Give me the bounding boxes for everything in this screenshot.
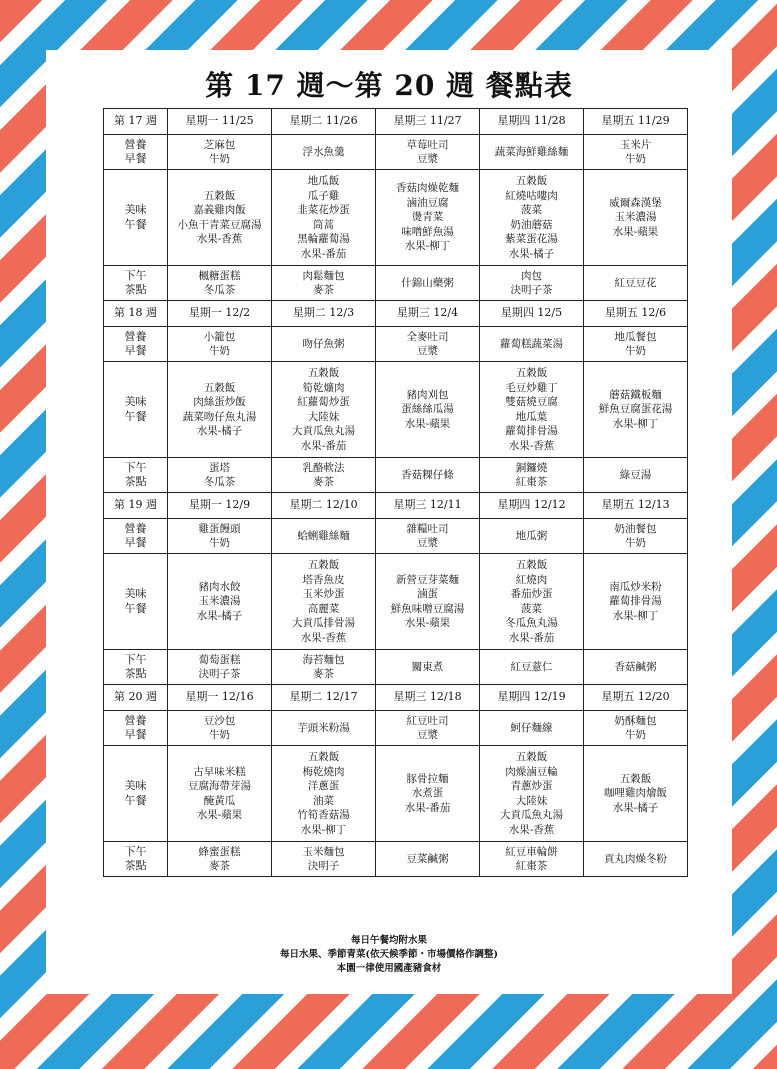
menu-item: 玉米炒蛋 xyxy=(302,588,345,600)
menu-item: 紅燒肉 xyxy=(515,573,548,586)
week-1-day-4: 星期四 11/28 xyxy=(480,109,584,135)
week-3-day-5: 星期五 12/13 xyxy=(584,493,688,519)
menu-item: 地瓜葉 xyxy=(515,410,548,423)
week-2-breakfast-day-4 xyxy=(480,327,584,362)
week-2-snack-day-3 xyxy=(376,458,480,493)
week-3-day-4: 星期四 12/12 xyxy=(480,493,584,519)
week-2-lunch-day-4 xyxy=(480,362,584,458)
menu-item: 青蔥炒蛋 xyxy=(510,780,553,792)
week-2-breakfast-row xyxy=(104,327,688,362)
week-3-breakfast-day-2 xyxy=(272,519,376,554)
week-4-breakfast-day-4 xyxy=(480,711,584,746)
menu-item: 玉米濃湯 xyxy=(198,595,241,608)
menu-item: 大貢瓜魚丸湯 xyxy=(500,809,563,821)
menu-item: 紅棗茶 xyxy=(515,860,548,872)
menu-item: 水果-柳丁 xyxy=(404,240,451,253)
menu-item: 奶酥麵包 xyxy=(614,714,657,727)
menu-item: 紫菜蛋花湯 xyxy=(505,233,558,245)
week-4-breakfast-day-3 xyxy=(376,711,480,746)
page-title: 第 17 週～第 20 週 餐點表 xyxy=(205,69,573,102)
week-1-lunch-day-3 xyxy=(376,170,480,266)
menu-item: 菠菜 xyxy=(521,602,542,615)
footer-note-fruit: 每日午餐均附水果 xyxy=(350,935,427,946)
menu-item: 水果-蘋果 xyxy=(404,417,451,430)
snack-label-line: 下午 xyxy=(124,268,147,282)
menu-item: 豬肉刈包 xyxy=(406,388,449,401)
week-2-snack-day-2 xyxy=(272,458,376,493)
week-2-lunch-row xyxy=(104,362,688,458)
week-2-day-1: 星期一 12/2 xyxy=(168,301,272,327)
menu-item: 滷油豆腐 xyxy=(406,196,449,209)
week-1-lunch-day-1 xyxy=(168,170,272,266)
week-1-snack-day-3 xyxy=(376,266,480,301)
week-3-lunch-row xyxy=(104,554,688,650)
lunch-label-line: 美味 xyxy=(124,395,147,408)
breakfast-label-line: 早餐 xyxy=(124,728,147,741)
menu-item: 五穀飯 xyxy=(515,559,548,571)
menu-item: 豆漿 xyxy=(417,153,438,165)
menu-item: 黑輪蘿蔔湯 xyxy=(297,233,350,245)
week-4-snack-day-2 xyxy=(272,842,376,877)
week-1-breakfast-day-4 xyxy=(480,135,584,170)
week-2-lunch-day-1 xyxy=(168,362,272,458)
week-1-snack-label xyxy=(104,266,168,301)
week-4-day-2: 星期二 12/17 xyxy=(272,685,376,711)
menu-item: 水果-香蕉 xyxy=(300,631,347,644)
week-4-day-5: 星期五 12/20 xyxy=(584,685,688,711)
menu-item: 塔香魚皮 xyxy=(302,573,345,586)
menu-item: 油菜 xyxy=(313,794,334,807)
menu-item: 威爾森漢堡 xyxy=(609,196,662,209)
menu-item: 小魚干青菜豆腐湯 xyxy=(177,218,262,231)
week-3-breakfast-day-3 xyxy=(376,519,480,554)
week-3-snack-day-5 xyxy=(584,650,688,685)
menu-item: 五穀飯 xyxy=(203,189,236,202)
week-1-day-5: 星期五 11/29 xyxy=(584,109,688,135)
menu-item: 牛奶 xyxy=(209,729,230,741)
week-4-snack-day-5 xyxy=(584,842,688,877)
week-1-breakfast-label xyxy=(104,135,168,170)
snack-label-line: 茶點 xyxy=(124,859,147,872)
week-3-snack-day-1 xyxy=(168,650,272,685)
lunch-label-line: 美味 xyxy=(124,779,147,792)
menu-item: 水果-番茄 xyxy=(300,439,347,452)
menu-item: 蚵仔麵線 xyxy=(510,721,553,734)
week-1-snack-day-5 xyxy=(584,266,688,301)
week-2-snack-label xyxy=(104,458,168,493)
week-1-header-row xyxy=(104,109,688,135)
menu-item: 牛奶 xyxy=(625,345,646,357)
menu-item: 麥茶 xyxy=(209,860,230,872)
menu-item: 玉米片 xyxy=(619,138,652,151)
week-4-breakfast-day-5 xyxy=(584,711,688,746)
menu-item: 紅蘿蔔炒蛋 xyxy=(297,396,350,408)
week-4-header-row xyxy=(104,685,688,711)
menu-item: 冬瓜茶 xyxy=(203,476,236,488)
footer-note-pork: 本園一律使用國產豬食材 xyxy=(336,963,442,974)
menu-item: 水果-蘋果 xyxy=(612,225,659,238)
week-2-breakfast-day-2 xyxy=(272,327,376,362)
menu-item: 五穀飯 xyxy=(307,751,340,763)
week-2-breakfast-day-1 xyxy=(168,327,272,362)
menu-item: 五穀飯 xyxy=(203,381,236,394)
menu-item: 水果-香蕉 xyxy=(196,233,243,245)
menu-item: 小籠包 xyxy=(203,330,236,343)
menu-item: 豆沙包 xyxy=(203,714,236,727)
menu-item: 大貢瓜魚丸湯 xyxy=(292,425,355,437)
menu-item: 水煮蛋 xyxy=(411,787,444,800)
menu-item: 紅豆車輪餅 xyxy=(505,845,558,858)
menu-item: 水果-橘子 xyxy=(196,425,243,437)
week-2-lunch-day-3 xyxy=(376,362,480,458)
menu-item: 洋蔥蛋 xyxy=(307,780,340,792)
breakfast-label-line: 營養 xyxy=(124,329,147,343)
week-2-header-row xyxy=(104,301,688,327)
menu-item: 蛋絲絲瓜湯 xyxy=(401,403,454,416)
menu-item: 瓜子雞 xyxy=(307,189,340,202)
snack-label-line: 下午 xyxy=(124,460,147,474)
week-3-day-2: 星期二 12/10 xyxy=(272,493,376,519)
week-3-snack-label xyxy=(104,650,168,685)
week-4-day-1: 星期一 12/16 xyxy=(168,685,272,711)
week-4-label: 第 20 週 xyxy=(104,685,168,711)
menu-item: 大陸妹 xyxy=(515,794,548,807)
menu-item: 決明子茶 xyxy=(198,668,241,680)
week-3-breakfast-label xyxy=(104,519,168,554)
week-4-lunch-day-3 xyxy=(376,746,480,842)
menu-item: 蔬菜海鮮雞絲麵 xyxy=(494,145,569,158)
week-3-lunch-day-3 xyxy=(376,554,480,650)
week-2-day-5: 星期五 12/6 xyxy=(584,301,688,327)
menu-item: 筍乾爌肉 xyxy=(302,381,345,394)
week-2-lunch-day-5 xyxy=(584,362,688,458)
breakfast-label-line: 早餐 xyxy=(124,344,147,357)
menu-item: 地瓜粥 xyxy=(515,529,548,542)
menu-item: 燙青菜 xyxy=(411,211,444,224)
week-3-snack-day-3 xyxy=(376,650,480,685)
menu-item: 麥茶 xyxy=(313,284,334,296)
menu-item: 地瓜飯 xyxy=(307,175,340,187)
menu-item: 豆漿 xyxy=(417,729,438,741)
snack-label-line: 茶點 xyxy=(124,667,147,680)
menu-item: 滷蛋 xyxy=(417,588,438,600)
week-1-lunch-row xyxy=(104,170,688,266)
menu-item: 水果-橘子 xyxy=(508,247,555,260)
menu-item: 浮水魚羹 xyxy=(302,145,345,158)
menu-item: 麥茶 xyxy=(313,476,334,488)
menu-item: 五穀飯 xyxy=(307,559,340,571)
week-4-breakfast-day-2 xyxy=(272,711,376,746)
lunch-label-line: 美味 xyxy=(124,203,147,216)
menu-item: 蘿蔔排骨湯 xyxy=(609,595,662,608)
menu-item: 決明子 xyxy=(307,860,340,872)
week-4-lunch-day-5 xyxy=(584,746,688,842)
menu-item: 銅鑼燒 xyxy=(515,461,548,474)
week-1-snack-row xyxy=(104,266,688,301)
menu-item: 鮮魚豆腐蛋花湯 xyxy=(598,403,673,416)
menu-item: 水果-香蕉 xyxy=(508,439,555,452)
menu-item: 肉包 xyxy=(521,269,542,282)
week-2-lunch-day-2 xyxy=(272,362,376,458)
menu-item: 五穀飯 xyxy=(515,175,548,187)
week-4-breakfast-label xyxy=(104,711,168,746)
meal-table xyxy=(103,108,688,877)
menu-item: 肉鬆麵包 xyxy=(302,269,345,282)
week-1-snack-day-4 xyxy=(480,266,584,301)
week-3-lunch-day-4 xyxy=(480,554,584,650)
week-2-lunch-label xyxy=(104,362,168,458)
lunch-label-line: 午餐 xyxy=(124,601,147,615)
week-4-snack-day-1 xyxy=(168,842,272,877)
menu-item: 蔬菜吻仔魚丸湯 xyxy=(182,410,257,423)
week-4-lunch-day-2 xyxy=(272,746,376,842)
menu-item: 水果-蘋果 xyxy=(196,809,243,821)
menu-item: 蘿蔔糕蔬菜湯 xyxy=(500,337,563,350)
menu-item: 南瓜炒米粉 xyxy=(609,580,662,593)
lunch-label-line: 午餐 xyxy=(124,409,147,423)
menu-item: 玉米濃湯 xyxy=(614,211,657,224)
week-3-lunch-day-2 xyxy=(272,554,376,650)
week-3-lunch-label xyxy=(104,554,168,650)
menu-item: 蘑菇鐵板麵 xyxy=(609,388,662,401)
menu-item: 牛奶 xyxy=(209,153,230,165)
menu-item: 奶油蘑菇 xyxy=(510,218,553,231)
menu-item: 牛奶 xyxy=(625,729,646,741)
menu-item: 雙菇燒豆腐 xyxy=(505,396,558,408)
week-1-day-3: 星期三 11/27 xyxy=(376,109,480,135)
menu-item: 芋頭米粉湯 xyxy=(297,721,350,734)
week-2-snack-day-5 xyxy=(584,458,688,493)
menu-item: 雜糧吐司 xyxy=(406,522,449,535)
menu-item: 紅豆豆花 xyxy=(614,276,657,289)
menu-item: 豬肉水餃 xyxy=(198,580,241,593)
menu-item: 古早味米糕 xyxy=(193,765,246,778)
menu-item: 竹筍香菇湯 xyxy=(297,809,350,821)
menu-item: 牛奶 xyxy=(209,345,230,357)
menu-item: 地瓜餐包 xyxy=(614,330,657,343)
menu-item: 紅豆薏仁 xyxy=(510,660,553,673)
footer-notes xyxy=(46,934,732,976)
menu-item: 水果-番茄 xyxy=(508,631,555,644)
menu-item: 鮮魚味噌豆腐湯 xyxy=(390,602,465,615)
menu-item: 蘿蔔排骨湯 xyxy=(505,425,558,437)
menu-item: 冬瓜茶 xyxy=(203,284,236,296)
menu-item: 梅乾燒肉 xyxy=(302,765,345,778)
menu-item: 毛豆炒雞丁 xyxy=(505,381,558,394)
snack-label-line: 茶點 xyxy=(124,475,147,488)
menu-item: 水果-番茄 xyxy=(404,801,451,814)
week-1-lunch-label xyxy=(104,170,168,266)
menu-item: 玉米麵包 xyxy=(302,845,345,858)
week-2-breakfast-label xyxy=(104,327,168,362)
week-3-lunch-day-1 xyxy=(168,554,272,650)
menu-item: 咖哩雞肉燴飯 xyxy=(604,787,667,800)
menu-item: 大貢瓜排骨湯 xyxy=(292,617,355,629)
week-3-header-row xyxy=(104,493,688,519)
week-1-breakfast-day-5 xyxy=(584,135,688,170)
week-2-label: 第 18 週 xyxy=(104,301,168,327)
week-3-snack-day-2 xyxy=(272,650,376,685)
week-4-breakfast-day-1 xyxy=(168,711,272,746)
week-4-day-3: 星期三 12/18 xyxy=(376,685,480,711)
week-1-breakfast-day-3 xyxy=(376,135,480,170)
breakfast-label-line: 早餐 xyxy=(124,152,147,165)
menu-item: 牛奶 xyxy=(625,153,646,165)
week-3-breakfast-row xyxy=(104,519,688,554)
menu-item: 麥茶 xyxy=(313,668,334,680)
week-4-snack-row xyxy=(104,842,688,877)
week-2-snack-day-1 xyxy=(168,458,272,493)
menu-item: 五穀飯 xyxy=(515,751,548,763)
week-4-lunch-day-1 xyxy=(168,746,272,842)
menu-item: 五穀飯 xyxy=(307,367,340,379)
menu-item: 什錦山藥粥 xyxy=(401,276,454,289)
week-3-snack-day-4 xyxy=(480,650,584,685)
menu-item: 韭菜花炒蛋 xyxy=(297,204,350,216)
footer-note-season: 每日水果、季節青菜(依天候季節・市場價格作調整) xyxy=(280,949,498,960)
menu-item: 香菇粿仔條 xyxy=(401,468,454,481)
menu-item: 紅燒咕嘍肉 xyxy=(505,189,558,202)
menu-item: 乳酪軟法 xyxy=(302,461,345,474)
menu-item: 水果-柳丁 xyxy=(612,417,659,430)
menu-item: 冬瓜魚丸湯 xyxy=(505,617,558,629)
week-1-snack-day-1 xyxy=(168,266,272,301)
week-3-label: 第 19 週 xyxy=(104,493,168,519)
menu-item: 奶油餐包 xyxy=(614,522,657,535)
menu-item: 醃黃瓜 xyxy=(203,794,236,807)
week-2-day-2: 星期二 12/3 xyxy=(272,301,376,327)
week-2-breakfast-day-3 xyxy=(376,327,480,362)
menu-item: 草莓吐司 xyxy=(406,138,449,151)
menu-item: 蛤蜊雞絲麵 xyxy=(297,529,350,542)
week-1-lunch-day-4 xyxy=(480,170,584,266)
snack-label-line: 茶點 xyxy=(124,283,147,296)
menu-item: 雞蛋饅頭 xyxy=(198,522,241,535)
week-4-lunch-day-4 xyxy=(480,746,584,842)
week-1-lunch-day-5 xyxy=(584,170,688,266)
breakfast-label-line: 營養 xyxy=(124,713,147,727)
menu-item: 筒蒿 xyxy=(313,218,334,231)
menu-item: 海苔麵包 xyxy=(302,653,345,666)
menu-item: 水果-蘋果 xyxy=(404,617,451,629)
week-3-breakfast-day-1 xyxy=(168,519,272,554)
week-2-snack-row xyxy=(104,458,688,493)
menu-item: 牛奶 xyxy=(625,537,646,549)
menu-item: 豆漿 xyxy=(417,537,438,549)
menu-item: 貢丸肉燥冬粉 xyxy=(604,852,667,865)
menu-item: 番茄炒蛋 xyxy=(510,588,553,600)
menu-item: 吻仔魚粥 xyxy=(302,337,345,350)
menu-item: 高麗菜 xyxy=(307,602,340,615)
week-2-breakfast-day-5 xyxy=(584,327,688,362)
menu-paper xyxy=(46,50,732,994)
breakfast-label-line: 早餐 xyxy=(124,536,147,549)
menu-item: 新營豆芽菜麵 xyxy=(396,573,459,586)
menu-item: 楓糖蛋糕 xyxy=(198,269,241,282)
menu-item: 牛奶 xyxy=(209,537,230,549)
snack-label-line: 下午 xyxy=(124,652,147,666)
week-4-breakfast-row xyxy=(104,711,688,746)
week-4-lunch-label xyxy=(104,746,168,842)
menu-item: 水果-柳丁 xyxy=(612,609,659,622)
week-3-breakfast-day-4 xyxy=(480,519,584,554)
week-3-day-3: 星期三 12/11 xyxy=(376,493,480,519)
lunch-label-line: 午餐 xyxy=(124,793,147,807)
menu-item: 香菇肉燥乾麵 xyxy=(396,182,459,195)
menu-item: 大陸妹 xyxy=(307,410,340,423)
week-1-day-2: 星期二 11/26 xyxy=(272,109,376,135)
menu-item: 蛋塔 xyxy=(209,461,230,474)
week-4-snack-day-4 xyxy=(480,842,584,877)
menu-item: 水果-番茄 xyxy=(300,247,347,260)
menu-item: 蜂蜜蛋糕 xyxy=(198,845,241,858)
menu-item: 水果-橘子 xyxy=(612,801,659,814)
week-1-breakfast-day-2 xyxy=(272,135,376,170)
menu-item: 豆菜鹹粥 xyxy=(406,852,449,865)
menu-item: 肉絲蛋炒飯 xyxy=(193,396,246,408)
lunch-label-line: 午餐 xyxy=(124,217,147,231)
menu-item: 嘉義雞肉飯 xyxy=(193,204,246,216)
week-2-day-3: 星期三 12/4 xyxy=(376,301,480,327)
menu-item: 紅棗茶 xyxy=(515,476,548,488)
week-1-breakfast-day-1 xyxy=(168,135,272,170)
menu-item: 紅豆吐司 xyxy=(406,714,449,727)
menu-item: 豆腐海帶芽湯 xyxy=(188,780,251,792)
menu-item: 水果-香蕉 xyxy=(508,823,555,836)
menu-item: 關東煮 xyxy=(411,660,444,673)
breakfast-label-line: 營養 xyxy=(124,521,147,535)
menu-item: 菠菜 xyxy=(521,204,542,216)
menu-item: 香菇鹹粥 xyxy=(614,660,657,673)
week-3-lunch-day-5 xyxy=(584,554,688,650)
snack-label-line: 下午 xyxy=(124,844,147,858)
week-4-snack-label xyxy=(104,842,168,877)
lunch-label-line: 美味 xyxy=(124,587,147,600)
menu-item: 五穀飯 xyxy=(619,772,652,785)
week-3-breakfast-day-5 xyxy=(584,519,688,554)
week-1-lunch-day-2 xyxy=(272,170,376,266)
menu-item: 五穀飯 xyxy=(515,367,548,379)
menu-item: 水果-柳丁 xyxy=(300,823,347,836)
breakfast-label-line: 營養 xyxy=(124,137,147,151)
week-2-day-4: 星期四 12/5 xyxy=(480,301,584,327)
menu-item: 水果-橘子 xyxy=(196,609,243,622)
week-3-day-1: 星期一 12/9 xyxy=(168,493,272,519)
menu-item: 全麥吐司 xyxy=(406,330,449,343)
menu-item: 芝麻包 xyxy=(203,138,236,151)
week-3-snack-row xyxy=(104,650,688,685)
menu-item: 豆漿 xyxy=(417,345,438,357)
menu-item: 豚骨拉麵 xyxy=(406,772,449,785)
menu-item: 味噌鮮魚湯 xyxy=(401,225,454,238)
week-4-day-4: 星期四 12/19 xyxy=(480,685,584,711)
menu-item: 蔔萄蛋糕 xyxy=(198,653,241,666)
week-4-lunch-row xyxy=(104,746,688,842)
week-1-snack-day-2 xyxy=(272,266,376,301)
week-1-breakfast-row xyxy=(104,135,688,170)
week-2-snack-day-4 xyxy=(480,458,584,493)
week-4-snack-day-3 xyxy=(376,842,480,877)
menu-item: 決明子茶 xyxy=(510,284,553,296)
week-1-day-1: 星期一 11/25 xyxy=(168,109,272,135)
week-1-label: 第 17 週 xyxy=(104,109,168,135)
menu-item: 綠豆湯 xyxy=(619,468,652,481)
menu-item: 肉燥滷豆輪 xyxy=(505,765,558,778)
